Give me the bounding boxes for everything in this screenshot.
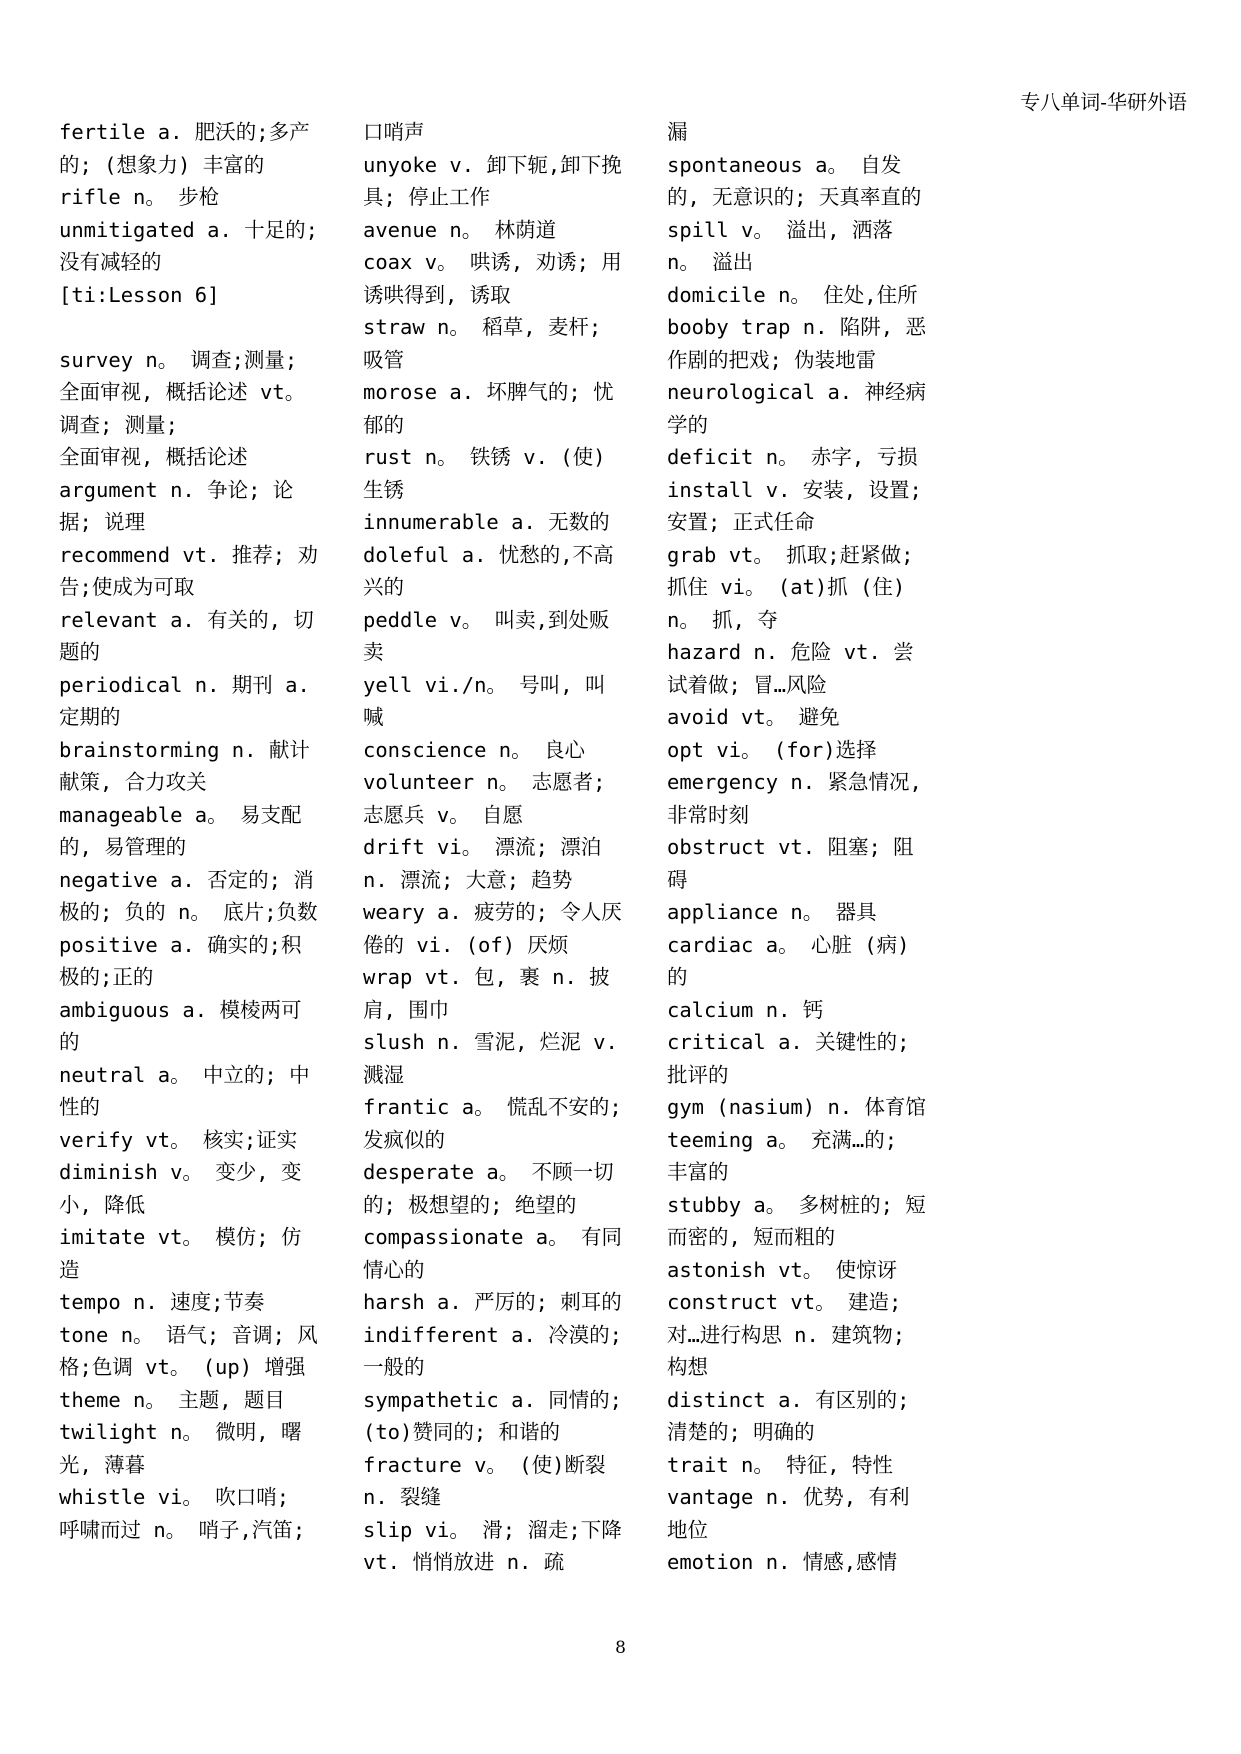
vocab-entry: peddle v。 叫卖,到处贩卖 — [363, 607, 610, 664]
vocab-entry: stubby a。 多树桩的; 短而密的, 短而粗的 — [667, 1192, 926, 1249]
vocab-entry: gym (nasium) n. 体育馆 — [667, 1095, 926, 1119]
vocab-entry: calcium n. 钙 — [667, 997, 824, 1022]
vocab-entry: domicile n。 住处,住所 — [667, 282, 918, 307]
vocab-entry: emotion n. 情感,感情 — [667, 1550, 898, 1574]
vocab-entry: straw n。 稻草, 麦杆; 吸管 — [363, 315, 602, 372]
vocab-entry: avenue n。 林荫道 — [363, 217, 557, 242]
vocab-entry: [ti:Lesson 6] — [59, 282, 220, 307]
vocab-entry: distinct a. 有区别的; 清楚的; 明确的 — [667, 1387, 910, 1444]
vocab-entry: coax v。 哄诱, 劝诱; 用诱哄得到, 诱取 — [363, 250, 622, 307]
vocab-entry: slip vi。 滑; 溜走;下降 vt. 悄悄放进 n. 疏 — [363, 1517, 622, 1574]
vocab-entry: booby trap n. 陷阱, 恶作剧的把戏; 伪装地雷 — [667, 315, 926, 372]
vocab-entry: teeming a。 充满…的; 丰富的 — [667, 1127, 898, 1184]
vocab-entry: spill v。 溢出, 洒落 n。 溢出 — [667, 217, 893, 274]
vocab-entry: critical a. 关键性的; 批评的 — [667, 1030, 910, 1087]
vocab-entry: drift vi。 漂流; 漂泊 n. 漂流; 大意; 趋势 — [363, 835, 602, 892]
vocab-entry: wrap vt. 包, 裹 n. 披肩, 围巾 — [363, 965, 610, 1022]
vocab-entry: volunteer n。 志愿者; 志愿兵 v。 自愿 — [363, 770, 606, 827]
vocab-entry: negative a. 否定的; 消极的; 负的 n。 底片;负数 — [59, 867, 318, 924]
vocab-entry: rifle n。 步枪 — [59, 185, 220, 209]
vocab-entry: appliance n。 器具 — [667, 900, 877, 924]
vocab-entry: install v. 安装, 设置; 安置; 正式任命 — [667, 477, 922, 534]
vocab-entry: recommend vt. 推荐; 劝告;使成为可取 — [59, 542, 318, 599]
vocab-entry: spontaneous a。 自发的, 无意识的; 天真率直的 — [667, 152, 922, 209]
vocab-entry: cardiac a。 心脏 (病) 的 — [667, 932, 910, 989]
vocab-entry: positive a. 确实的;积极的;正的 — [59, 932, 302, 989]
vocab-entry: fracture v。 (使)断裂 n. 裂缝 — [363, 1452, 606, 1509]
vocab-entry: unmitigated a. 十足的; 没有减轻的 — [59, 217, 318, 274]
vocab-entry: astonish vt。 使惊讶 — [667, 1257, 898, 1282]
vocab-entry: manageable a。 易支配的, 易管理的 — [59, 802, 302, 859]
vocab-entry: argument n. 争论; 论据; 说理 — [59, 477, 294, 534]
vocab-entry: sympathetic a. 同情的; (to)赞同的; 和谐的 — [363, 1387, 622, 1444]
vocab-entry: brainstorming n. 献计献策, 合力攻关 — [59, 737, 310, 794]
vocab-entry: frantic a。 慌乱不安的; 发疯似的 — [363, 1095, 622, 1152]
vocab-entry: tone n。 语气; 音调; 风格;色调 vt。 (up) 增强 — [59, 1322, 318, 1379]
vocab-entry: emergency n. 紧急情况, 非常时刻 — [667, 770, 922, 827]
column-1 — [59, 116, 321, 1546]
vocab-entry: neutral a。 中立的; 中性的 — [59, 1062, 310, 1119]
vocab-entry: whistle vi。 吹口哨; 呼啸而过 n。 哨子,汽笛; — [59, 1485, 306, 1542]
vocab-entry: compassionate a。 有同情心的 — [363, 1225, 622, 1282]
vocab-entry: construct vt。 建造; 对…进行构思 n. 建筑物; 构想 — [667, 1290, 906, 1379]
vocab-entry: 全面审视, 概括论述 — [59, 445, 248, 469]
vocab-entry: theme n。 主题, 题目 — [59, 1387, 285, 1412]
vocab-entry: 口哨声 — [363, 120, 425, 144]
vocab-entry: neurological a. 神经病学的 — [667, 380, 926, 437]
vocab-entry: relevant a. 有关的, 切题的 — [59, 607, 314, 664]
vocab-entry: desperate a。 不顾一切的; 极想望的; 绝望的 — [363, 1160, 614, 1217]
vocab-entry: doleful a. 忧愁的,不高兴的 — [363, 542, 614, 599]
vocab-entry: unyoke v. 卸下轭,卸下挽具; 停止工作 — [363, 152, 622, 209]
vocab-entry: weary a. 疲劳的; 令人厌倦的 vi. (of) 厌烦 — [363, 900, 622, 957]
vocab-entry: yell vi./n。 号叫, 叫喊 — [363, 672, 606, 729]
vocab-entry: survey n。 调查;测量; 全面审视, 概括论述 vt。 调查; 测量; — [59, 347, 306, 437]
vocab-entry: deficit n。 赤字, 亏损 — [667, 445, 918, 469]
vocab-entry: obstruct vt. 阻塞; 阻碍 — [667, 835, 914, 892]
vocab-entry: vantage n. 优势, 有利地位 — [667, 1485, 910, 1542]
vocab-entry: fertile a. 肥沃的;多产的; (想象力) 丰富的 — [59, 120, 310, 177]
vocab-entry: diminish v。 变少, 变小, 降低 — [59, 1160, 302, 1217]
vocab-entry: avoid vt。 避免 — [667, 705, 840, 729]
vocab-entry: hazard n. 危险 vt. 尝试着做; 冒…风险 — [667, 640, 914, 697]
vocab-entry: indifferent a. 冷漠的; 一般的 — [363, 1322, 622, 1379]
column-3 — [667, 116, 929, 1579]
vocab-entry: imitate vt。 模仿; 仿造 — [59, 1225, 302, 1282]
vocab-entry: grab vt。 抓取;赶紧做; 抓住 vi。 (at)抓 (住) n。 抓, 夺 — [667, 542, 914, 632]
vocab-entry: slush n. 雪泥, 烂泥 v. 溅湿 — [363, 1030, 618, 1087]
page-header: 专八单词-华研外语 — [1020, 90, 1187, 114]
column-2 — [363, 116, 625, 1579]
vocab-entry: opt vi。 (for)选择 — [667, 737, 877, 762]
vocab-entry: morose a. 坏脾气的; 忧郁的 — [363, 380, 614, 437]
vocab-entry: tempo n. 速度;节奏 — [59, 1290, 265, 1314]
vocab-entry: conscience n。 良心 — [363, 737, 585, 762]
vocab-entry: innumerable a. 无数的 — [363, 510, 610, 534]
vocab-entry: verify vt。 核实;证实 — [59, 1127, 298, 1152]
vocab-entry: 漏 — [667, 120, 688, 144]
vocab-entry: ambiguous a. 模棱两可的 — [59, 997, 302, 1054]
vocab-entry: twilight n。 微明, 曙光, 薄暮 — [59, 1420, 302, 1477]
vocab-entry: periodical n. 期刊 a. 定期的 — [59, 672, 310, 729]
vocab-entry: trait n。 特征, 特性 — [667, 1452, 893, 1477]
page-number: 8 — [615, 1638, 626, 1658]
vocab-entry: rust n。 铁锈 v. (使) 生锈 — [363, 445, 606, 502]
vocab-entry: harsh a. 严厉的; 刺耳的 — [363, 1290, 622, 1314]
